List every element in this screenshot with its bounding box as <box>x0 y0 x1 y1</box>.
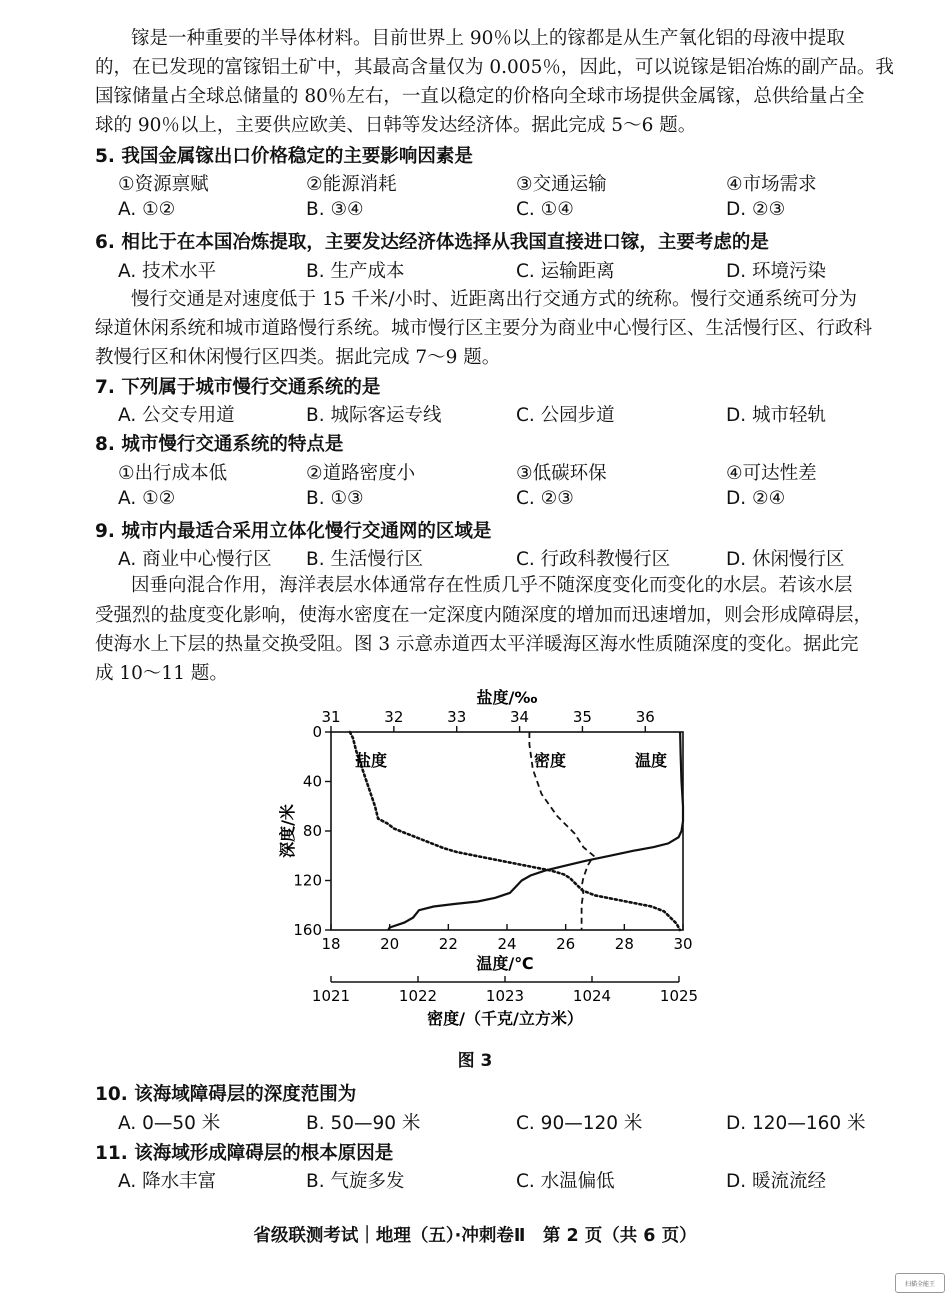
density-tick-label-3: 1024 <box>572 987 612 1005</box>
temperature-tick-label-5: 28 <box>614 935 634 953</box>
q6-option-d[interactable]: D. 环境污染 <box>726 261 827 282</box>
q10-option-c[interactable]: C. 90—120 米 <box>516 1113 643 1134</box>
q8-option-d[interactable]: D. ②④ <box>726 488 786 509</box>
series-salinity-label: 盐度 <box>355 751 388 770</box>
q8-item-2: ②道路密度小 <box>306 463 416 484</box>
q5-option-d[interactable]: D. ②③ <box>726 199 786 220</box>
q7-option-b[interactable]: B. 城际客运专线 <box>306 405 442 426</box>
figure-caption: 图 3 <box>457 1051 493 1071</box>
q11-option-c[interactable]: C. 水温偏低 <box>516 1171 615 1192</box>
q7-option-c[interactable]: C. 公园步道 <box>516 405 615 426</box>
q10-option-b[interactable]: B. 50—90 米 <box>306 1113 421 1134</box>
temperature-tick-label-4: 26 <box>556 935 576 953</box>
intro1-line-2: 的，在已发现的富镓铝土矿中，其最高含量仅为 0.005％，因此，可以说镓是铝冶炼的副产品。我 <box>95 57 894 78</box>
q5-option-b[interactable]: B. ③④ <box>306 199 364 220</box>
q8-option-c[interactable]: C. ②③ <box>516 488 574 509</box>
q5-option-c[interactable]: C. ①④ <box>516 199 574 220</box>
salinity-tick-label-2: 33 <box>447 708 467 726</box>
density-tick-label-4: 1025 <box>659 987 699 1005</box>
page-footer: 省级联测考试｜地理（五）·冲刺卷Ⅱ 第 2 页（共 6 页） <box>253 1226 697 1246</box>
question-11-stem: 11. 该海域形成障碍层的根本原因是 <box>95 1143 394 1164</box>
salinity-tick-label-3: 34 <box>510 708 530 726</box>
salinity-tick-label-0: 31 <box>321 708 341 726</box>
q9-option-c[interactable]: C. 行政科教慢行区 <box>516 549 671 570</box>
q5-option-a[interactable]: A. ①② <box>118 199 176 220</box>
question-7-stem: 7. 下列属于城市慢行交通系统的是 <box>95 377 381 398</box>
temperature-tick-label-1: 20 <box>380 935 400 953</box>
q9-option-d[interactable]: D. 休闲慢行区 <box>726 549 845 570</box>
q6-option-c[interactable]: C. 运输距离 <box>516 261 615 282</box>
salinity-axis-label: 盐度/‰ <box>476 688 538 707</box>
q10-option-d[interactable]: D. 120—160 米 <box>726 1113 866 1134</box>
salinity-tick-label-5: 36 <box>635 708 655 726</box>
intro3-line-1: 因垂向混合作用，海洋表层水体通常存在性质几乎不随深度变化而变化的水层。若该水层 <box>131 575 853 596</box>
intro2-line-2: 绿道休闲系统和城市道路慢行系统。城市慢行区主要分为商业中心慢行区、生活慢行区、行政科 <box>95 318 873 339</box>
salinity-tick-label-1: 32 <box>384 708 404 726</box>
series-temperature-label: 温度 <box>635 751 668 770</box>
series-density-label: 密度 <box>534 751 567 770</box>
q9-option-b[interactable]: B. 生活慢行区 <box>306 549 423 570</box>
temperature-tick-label-6: 30 <box>673 935 693 953</box>
depth-tick-label-3: 120 <box>293 871 322 890</box>
q11-option-a[interactable]: A. 降水丰富 <box>118 1171 217 1192</box>
q7-option-a[interactable]: A. 公交专用道 <box>118 405 235 426</box>
temperature-axis-label: 温度/℃ <box>476 954 534 973</box>
q8-option-b[interactable]: B. ①③ <box>306 488 364 509</box>
q5-item-1: ①资源禀赋 <box>118 174 209 195</box>
depth-tick-label-2: 80 <box>302 822 322 840</box>
salinity-tick-label-4: 35 <box>572 708 592 726</box>
q7-option-d[interactable]: D. 城市轻轨 <box>726 405 827 426</box>
q10-option-a[interactable]: A. 0—50 米 <box>118 1113 221 1134</box>
question-6-stem: 6. 相比于在本国冶炼提取，主要发达经济体选择从我国直接进口镓，主要考虑的是 <box>95 232 769 253</box>
temperature-tick-label-3: 24 <box>497 935 517 953</box>
q8-option-a[interactable]: A. ①② <box>118 488 176 509</box>
q8-item-3: ③低碳环保 <box>516 463 607 484</box>
q5-item-4: ④市场需求 <box>726 174 817 195</box>
intro1-line-1: 镓是一种重要的半导体材料。目前世界上 90％以上的镓都是从生产氧化铝的母液中提取 <box>131 28 845 49</box>
density-tick-label-0: 1021 <box>311 987 351 1005</box>
intro2-line-3: 教慢行区和休闲慢行区四类。据此完成 7～9 题。 <box>95 347 501 368</box>
depth-axis-label: 深度/米 <box>278 804 297 858</box>
q6-option-b[interactable]: B. 生产成本 <box>306 261 405 282</box>
density-axis-label: 密度/（千克/立方米） <box>427 1009 583 1028</box>
intro3-line-4: 成 10～11 题。 <box>95 663 228 684</box>
q8-item-4: ④可达性差 <box>726 463 817 484</box>
series-salinity-line <box>350 732 680 930</box>
intro1-line-3: 国镓储量占全球总储量的 80％左右，一直以稳定的价格向全球市场提供金属镓，总供给量占全 <box>95 86 865 107</box>
temperature-tick-label-0: 18 <box>321 935 341 953</box>
intro2-line-1: 慢行交通是对速度低于 15 千米/小时、近距离出行交通方式的统称。慢行交通系统可分为 <box>131 289 858 310</box>
depth-tick-label-0: 0 <box>312 723 322 741</box>
q5-item-2: ②能源消耗 <box>306 174 397 195</box>
depth-tick-label-4: 160 <box>293 921 322 939</box>
depth-tick-label-1: 40 <box>302 772 322 791</box>
q11-option-d[interactable]: D. 暖流流经 <box>726 1171 827 1192</box>
temperature-tick-label-2: 22 <box>438 935 458 953</box>
scanner-watermark: 扫描全能王 <box>895 1273 945 1293</box>
intro3-line-3: 使海水上下层的热量交换受阻。图 3 示意赤道西太平洋暖海区海水性质随深度的变化。据此完 <box>95 634 859 655</box>
q8-item-1: ①出行成本低 <box>118 463 228 484</box>
q11-option-b[interactable]: B. 气旋多发 <box>306 1171 405 1192</box>
intro1-line-4: 球的 90％以上，主要供应欧美、日韩等发达经济体。据此完成 5～6 题。 <box>95 115 697 136</box>
question-5-stem: 5. 我国金属镓出口价格稳定的主要影响因素是 <box>95 146 473 167</box>
intro3-line-2: 受强烈的盐度变化影响，使海水密度在一定深度内随深度的增加而迅速增加，则会形成障碍层， <box>95 605 873 626</box>
q9-option-a[interactable]: A. 商业中心慢行区 <box>118 549 272 570</box>
q5-item-3: ③交通运输 <box>516 174 607 195</box>
question-9-stem: 9. 城市内最适合采用立体化慢行交通网的区域是 <box>95 521 492 542</box>
question-8-stem: 8. 城市慢行交通系统的特点是 <box>95 434 344 455</box>
density-tick-label-1: 1022 <box>398 987 438 1005</box>
q6-option-a[interactable]: A. 技术水平 <box>118 261 217 282</box>
density-tick-label-2: 1023 <box>485 987 525 1005</box>
question-10-stem: 10. 该海域障碍层的深度范围为 <box>95 1084 357 1105</box>
